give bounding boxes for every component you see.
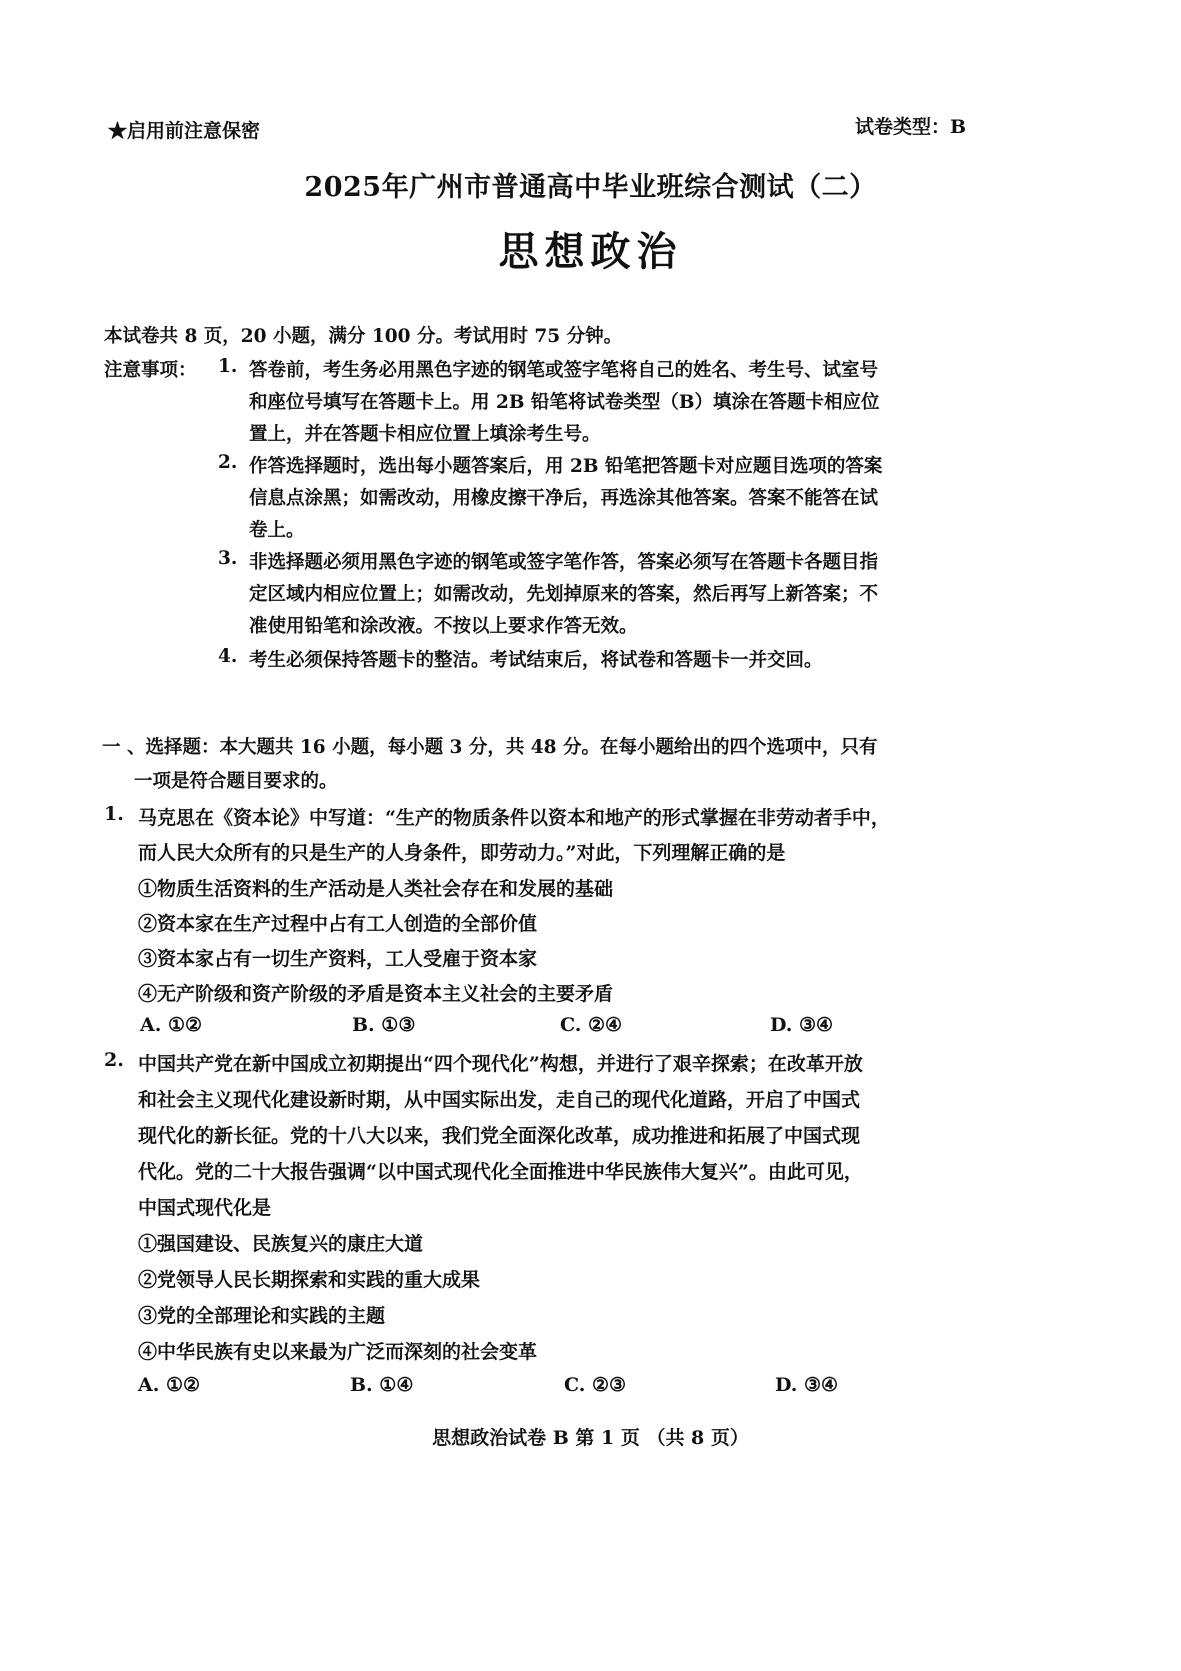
answer-option: B. ①③ bbox=[352, 1014, 416, 1036]
note-line: 考生必须保持答题卡的整洁。考试结束后，将试卷和答题卡一并交回。 bbox=[249, 650, 823, 671]
question-item: ③党的全部理论和实践的主题 bbox=[138, 1305, 386, 1327]
question-number: 2. bbox=[104, 1049, 124, 1071]
note-line: 信息点涂黑；如需改动，用橡皮擦干净后，再选涂其他答案。答案不能答在试 bbox=[249, 488, 879, 509]
note-line: 非选择题必须用黑色字迹的钢笔或签字笔作答，答案必须写在答题卡各题目指 bbox=[249, 552, 879, 573]
question-item: ③资本家占有一切生产资料，工人受雇于资本家 bbox=[138, 948, 538, 970]
section-heading: 一 、选择题：本大题共 16 小题，每小题 3 分，共 48 分。在每小题给出的四个选项中，只有 bbox=[102, 737, 878, 758]
question-item: ②党领导人民长期探索和实践的重大成果 bbox=[138, 1269, 481, 1291]
note-number: 1. bbox=[218, 356, 238, 377]
question-item: ①物质生活资料的生产活动是人类社会存在和发展的基础 bbox=[138, 878, 614, 900]
note-line: 作答选择题时，选出每小题答案后，用 2B 铅笔把答题卡对应题目选项的答案 bbox=[249, 456, 883, 477]
note-number: 4. bbox=[218, 646, 238, 667]
note-line: 答卷前，考生务必用黑色字迹的钢笔或签字笔将自己的姓名、考生号、试室号 bbox=[249, 360, 879, 381]
note-line: 准使用铅笔和涂改液。不按以上要求作答无效。 bbox=[249, 616, 638, 637]
notes-label: 注意事项： bbox=[104, 360, 197, 381]
question-stem: 和社会主义现代化建设新时期，从中国实际出发，走自己的现代化道路，开启了中国式 bbox=[138, 1089, 861, 1111]
answer-option: D. ③④ bbox=[770, 1014, 834, 1036]
page-footer: 思想政治试卷 B 第 1 页 （共 8 页） bbox=[432, 1427, 749, 1449]
note-line: 和座位号填写在答题卡上。用 2B 铅笔将试卷类型（B）填涂在答题卡相应位 bbox=[249, 392, 880, 413]
answer-option: B. ①④ bbox=[350, 1374, 414, 1396]
question-stem: 代化。党的二十大报告强调“以中国式现代化全面推进中华民族伟大复兴”。由此可见， bbox=[138, 1161, 863, 1183]
answer-option: C. ②③ bbox=[564, 1374, 627, 1396]
note-line: 置上，并在答题卡相应位置上填涂考生号。 bbox=[249, 424, 601, 445]
note-line: 定区域内相应位置上；如需改动，先划掉原来的答案，然后再写上新答案；不 bbox=[249, 584, 879, 605]
subject-title: 思想政治 bbox=[498, 228, 683, 275]
note-number: 2. bbox=[218, 452, 238, 473]
question-stem: 马克思在《资本论》中写道：“生产的物质条件以资本和地产的形式掌握在非劳动者手中， bbox=[138, 807, 890, 829]
question-item: ①强国建设、民族复兴的康庄大道 bbox=[138, 1233, 424, 1255]
question-stem: 中国式现代化是 bbox=[138, 1197, 272, 1219]
question-item: ②资本家在生产过程中占有工人创造的全部价值 bbox=[138, 913, 538, 935]
answer-option: C. ②④ bbox=[560, 1014, 623, 1036]
question-number: 1. bbox=[104, 803, 124, 825]
note-line: 卷上。 bbox=[249, 520, 305, 541]
answer-option: D. ③④ bbox=[775, 1374, 839, 1396]
answer-option: A. ①② bbox=[140, 1014, 203, 1036]
question-stem: 中国共产党在新中国成立初期提出“四个现代化”构想，并进行了艰辛探索；在改革开放 bbox=[138, 1053, 863, 1075]
section-heading: 一项是符合题目要求的。 bbox=[134, 771, 338, 792]
confidential-notice: ★启用前注意保密 bbox=[108, 120, 261, 142]
exam-info: 本试卷共 8 页，20 小题，满分 100 分。考试用时 75 分钟。 bbox=[104, 326, 623, 347]
exam-title: 2025年广州市普通高中毕业班综合测试（二） bbox=[304, 172, 877, 203]
answer-option: A. ①② bbox=[138, 1374, 201, 1396]
paper-type: 试卷类型：B bbox=[855, 116, 967, 138]
question-item: ④中华民族有史以来最为广泛而深刻的社会变革 bbox=[138, 1341, 538, 1363]
question-stem: 现代化的新长征。党的十八大以来，我们党全面深化改革，成功推进和拓展了中国式现 bbox=[138, 1125, 861, 1147]
question-stem: 而人民大众所有的只是生产的人身条件，即劳动力。”对此，下列理解正确的是 bbox=[138, 842, 786, 864]
question-item: ④无产阶级和资产阶级的矛盾是资本主义社会的主要矛盾 bbox=[138, 983, 614, 1005]
note-number: 3. bbox=[218, 548, 238, 569]
